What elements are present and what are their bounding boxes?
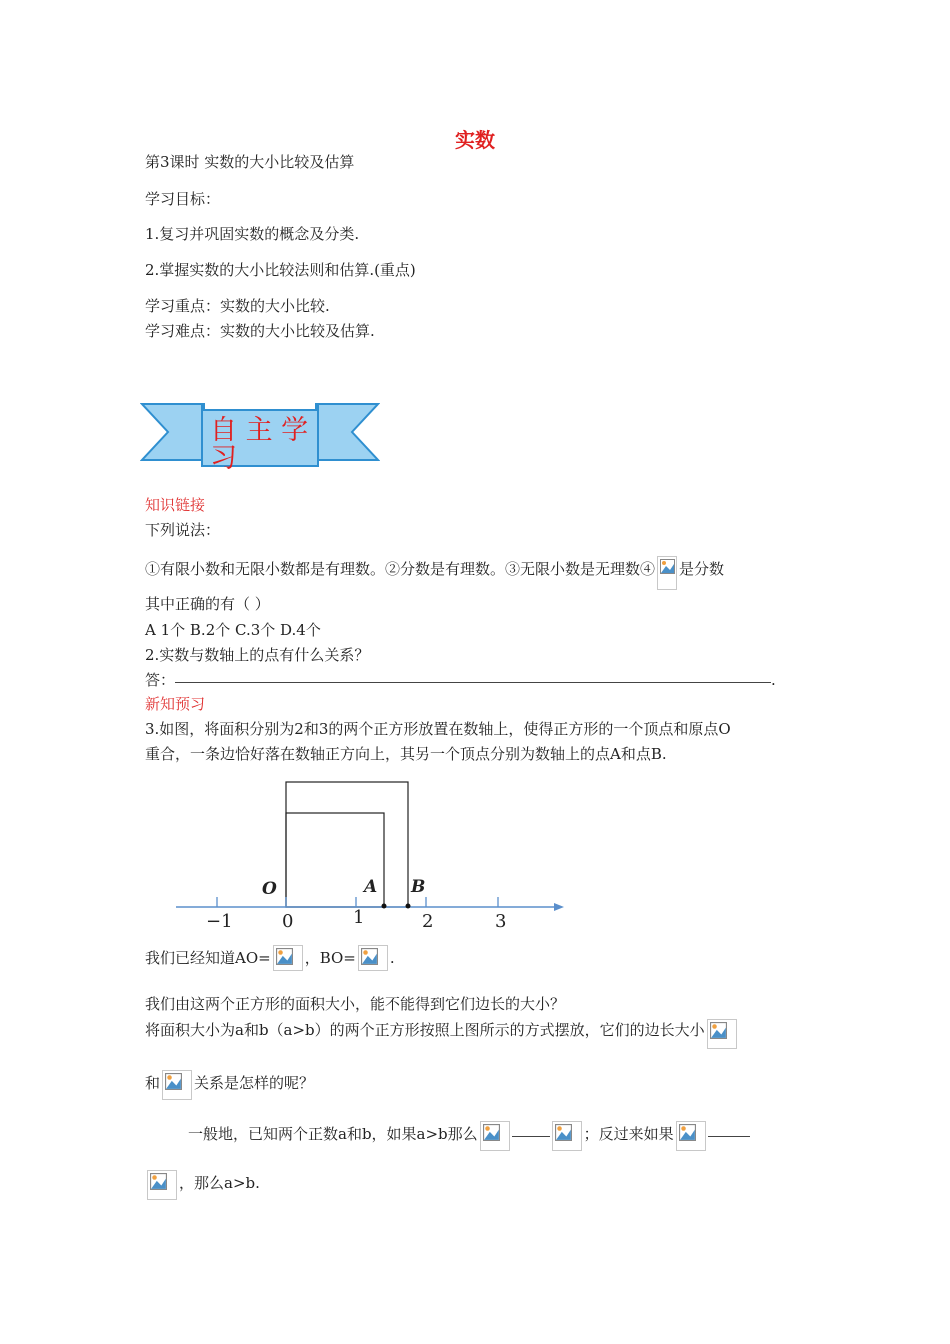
- tick-label-2: 2: [422, 911, 434, 932]
- answer-end: .: [771, 671, 776, 689]
- banner-left-tail: [142, 404, 204, 460]
- rule-line-1: [188, 1121, 750, 1151]
- rule-text-3: ，那么a>b.: [179, 1174, 260, 1192]
- image-placeholder-icon: [676, 1121, 706, 1151]
- image-placeholder-icon: [358, 945, 388, 971]
- general-text-2b: 关系是怎样的呢？: [194, 1074, 315, 1092]
- known-text-2: ，BO=: [304, 949, 356, 967]
- known-text-3: .: [389, 949, 395, 967]
- rule-text-2: ；反过来如果: [583, 1125, 674, 1143]
- known-lengths-line: [145, 945, 395, 971]
- intro-text: 下列说法：: [145, 521, 221, 539]
- question-3-line2: 重合，一条边恰好落在数轴正方向上，其另一个顶点分别为数轴上的点A和点B.: [145, 745, 667, 763]
- image-placeholder-icon: [657, 556, 677, 590]
- general-text-1: 将面积大小为a和b（a>b）的两个正方形按照上图所示的方式摆放，它们的边长大小: [145, 1021, 705, 1039]
- tick-label-3: 3: [495, 911, 507, 932]
- section-knowledge-link: 知识链接: [145, 496, 206, 514]
- self-study-banner: [140, 402, 380, 472]
- section-new-knowledge: 新知预习: [145, 695, 206, 713]
- general-text-2a: 和: [145, 1074, 161, 1092]
- image-placeholder-icon: [162, 1070, 192, 1100]
- image-placeholder-icon: [707, 1019, 737, 1049]
- compare-question: 我们由这两个正方形的面积大小，能不能得到它们边长的大小？: [145, 995, 566, 1013]
- objective-2: 2.掌握实数的大小比较法则和估算.(重点): [145, 261, 416, 279]
- key-point: 学习重点：实数的大小比较.: [145, 297, 330, 315]
- tick-label-minus-1: −1: [206, 911, 233, 932]
- label-O: O: [262, 879, 277, 899]
- answer-line: [145, 670, 776, 690]
- answer-label: 答：: [145, 671, 176, 689]
- number-line-figure: [170, 775, 570, 940]
- tick-label-0: 0: [282, 911, 294, 932]
- page-title: 实数: [455, 128, 495, 152]
- square-area-3: [286, 782, 408, 907]
- general-line-2: [145, 1070, 314, 1100]
- image-placeholder-icon: [552, 1121, 582, 1151]
- rule-text-1: 一般地，已知两个正数a和b，如果a>b那么: [188, 1125, 478, 1143]
- known-text-1: 我们已经知道AO=: [145, 949, 271, 967]
- answer-blank[interactable]: [175, 682, 771, 683]
- correct-count-question: 其中正确的有（ ）: [145, 595, 270, 613]
- point-B: [406, 904, 411, 909]
- rule-line-2: [145, 1170, 260, 1200]
- objective-1: 1.复习并巩固实数的概念及分类.: [145, 225, 360, 243]
- objectives-label: 学习目标：: [145, 190, 221, 208]
- image-placeholder-icon: [147, 1170, 177, 1200]
- point-A: [382, 904, 387, 909]
- label-A: A: [364, 877, 378, 897]
- label-B: B: [411, 877, 426, 897]
- statements-end: 是分数: [679, 560, 725, 578]
- banner-text-line2: 习: [210, 443, 237, 474]
- answer-options: A 1个 B.2个 C.3个 D.4个: [145, 621, 321, 639]
- axis-arrow: [554, 903, 564, 911]
- image-placeholder-icon: [480, 1121, 510, 1151]
- statements-text: ①有限小数和无限小数都是有理数。②分数是有理数。③无限小数是无理数④: [145, 560, 656, 578]
- tick-label-1: 1: [353, 907, 365, 928]
- difficulty: 学习难点：实数的大小比较及估算.: [145, 322, 375, 340]
- image-placeholder-icon: [273, 945, 303, 971]
- compare-blank-1[interactable]: [512, 1136, 550, 1137]
- general-line-1: [145, 1019, 739, 1049]
- question-3-line1: 3.如图，将面积分别为2和3的两个正方形放置在数轴上，使得正方形的一个顶点和原点O: [145, 720, 731, 738]
- compare-blank-2[interactable]: [708, 1136, 750, 1137]
- statements-line: [145, 556, 724, 590]
- banner-right-tail: [316, 404, 378, 460]
- banner-text-line1: 自 主 学: [210, 415, 309, 446]
- question-2: 2.实数与数轴上的点有什么关系？: [145, 646, 370, 664]
- lesson-subtitle: 第3课时 实数的大小比较及估算: [145, 153, 355, 171]
